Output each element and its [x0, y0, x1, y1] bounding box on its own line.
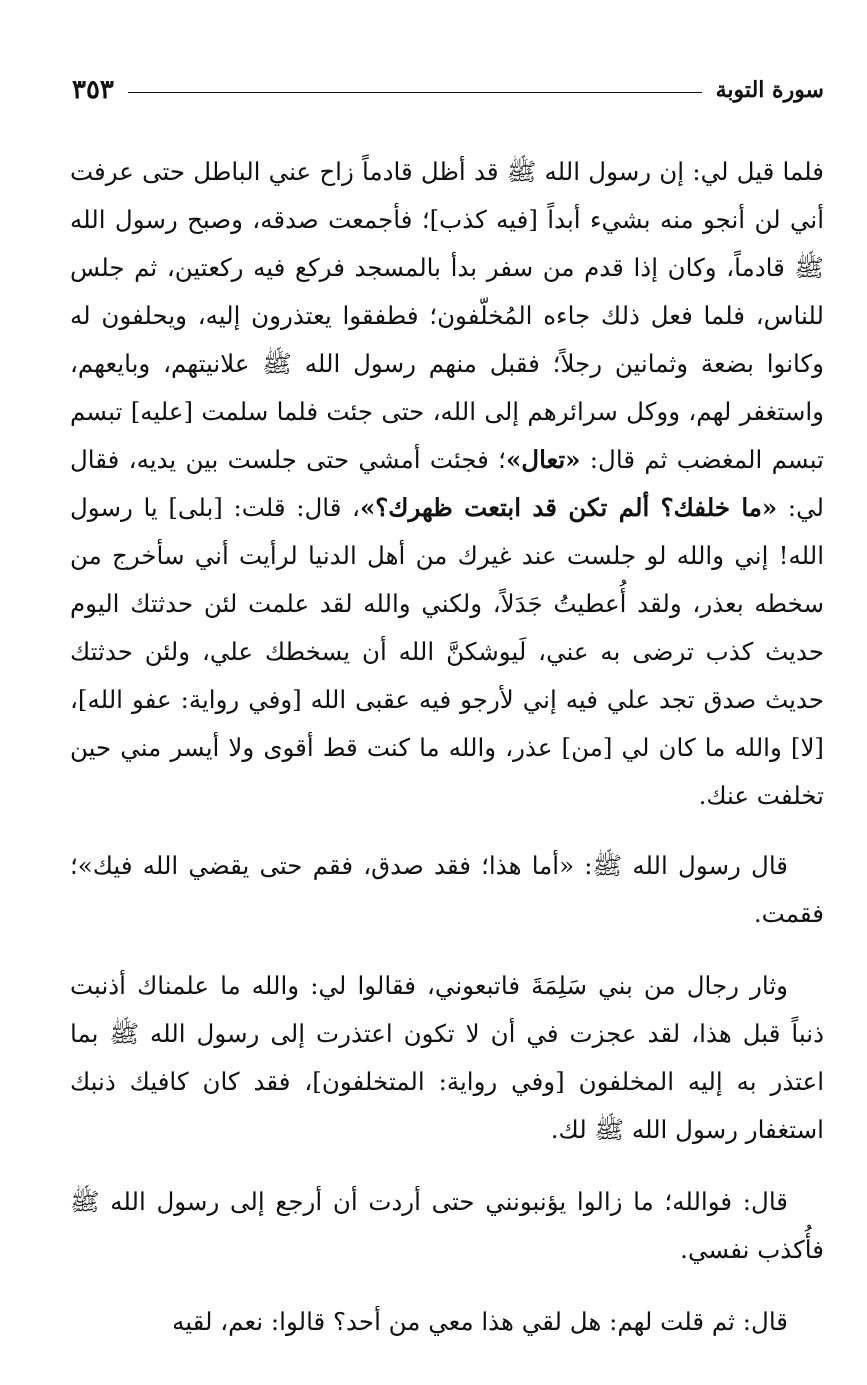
paragraph	[70, 1298, 824, 1346]
paragraph	[70, 842, 824, 938]
text-segment: قال رسول الله ﷺ: «أما هذا؛ فقد صدق، فقم حتى يقضي الله فيك»؛ فقمت.	[70, 851, 824, 928]
header-rule	[128, 92, 702, 93]
paragraph	[70, 962, 824, 1154]
paragraph	[70, 148, 824, 820]
paragraph	[70, 1178, 824, 1274]
text-segment: قال: فوالله؛ ما زالوا يؤنبونني حتى أردت أن أرجع إلى رسول الله ﷺ فأُكذب نفسي.	[70, 1187, 824, 1264]
text-segment: وثار رجال من بني سَلِمَةَ فاتبعوني، فقالوا لي: والله ما علمناك أذنبت ذنباً قبل هذا، لقد عجزت في أن لا تكون اعتذرت إلى رسول الله ﷺ بما اعتذر به إليه المخلفون [وفي رواية: المتخلفون]، فقد كان كافيك ذنبك استغفار رسول الله ﷺ لك.	[70, 971, 824, 1144]
running-header	[72, 68, 824, 112]
surah-title: سورة التوبة	[715, 77, 824, 103]
quote-segment: «تعال»	[505, 445, 581, 474]
text-segment: فلما قيل لي: إن رسول الله ﷺ قد أظل قادماً زاح عني الباطل حتى عرفت أني لن أنجو منه بشيء أبداً [فيه كذب]؛ فأجمعت صدقه، وصبح رسول الله ﷺ قادماً، وكان إذا قدم من سفر بدأ بالمسجد فركع فيه ركعتين، ثم جلس للناس، فلما فعل ذلك جاءه المُخلّفون؛ فطفقوا يعتذرون إليه، ويحلفون له وكانوا بضعة وثمانين رجلاً؛ فقبل منهم رسول الله ﷺ علانيتهم، وبايعهم، واستغفر لهم، ووكل سرائرهم إلى الله، حتى جئت فلما سلمت [عليه] تبسم تبسم المغضب ثم قال:	[70, 157, 824, 474]
text-segment: قال: ثم قلت لهم: هل لقي هذا معي من أحد؟ قالوا: نعم، لقيه	[172, 1307, 788, 1336]
page-number: ٣٥٣	[72, 75, 114, 105]
text-segment: ، قال: قلت: [بلى] يا رسول الله! إني والله لو جلست عند غيرك من أهل الدنيا لرأيت أني سأخرج من سخطه بعذر، ولقد أُعطيتُ جَدَلاً، ولكني والله لقد علمت لئن حدثتك اليوم حديث كذب ترضى به عني، لَيوشكنَّ الله أن يسخطك علي، ولئن حدثتك حديث صدق تجد علي فيه إني لأرجو فيه عقبى الله [وفي رواية: عفو الله]، [لا] والله ما كان لي [من] عذر، والله ما كنت قط أقوى ولا أيسر مني حين تخلفت عنك.	[70, 493, 824, 810]
text-segment: ؛ فجئت أمشي حتى جلست بين يديه، فقال لي:	[70, 445, 824, 522]
page-body	[70, 148, 824, 1370]
quote-segment: «ما خلفك؟ ألم تكن قد ابتعت ظهرك؟»	[359, 493, 778, 522]
